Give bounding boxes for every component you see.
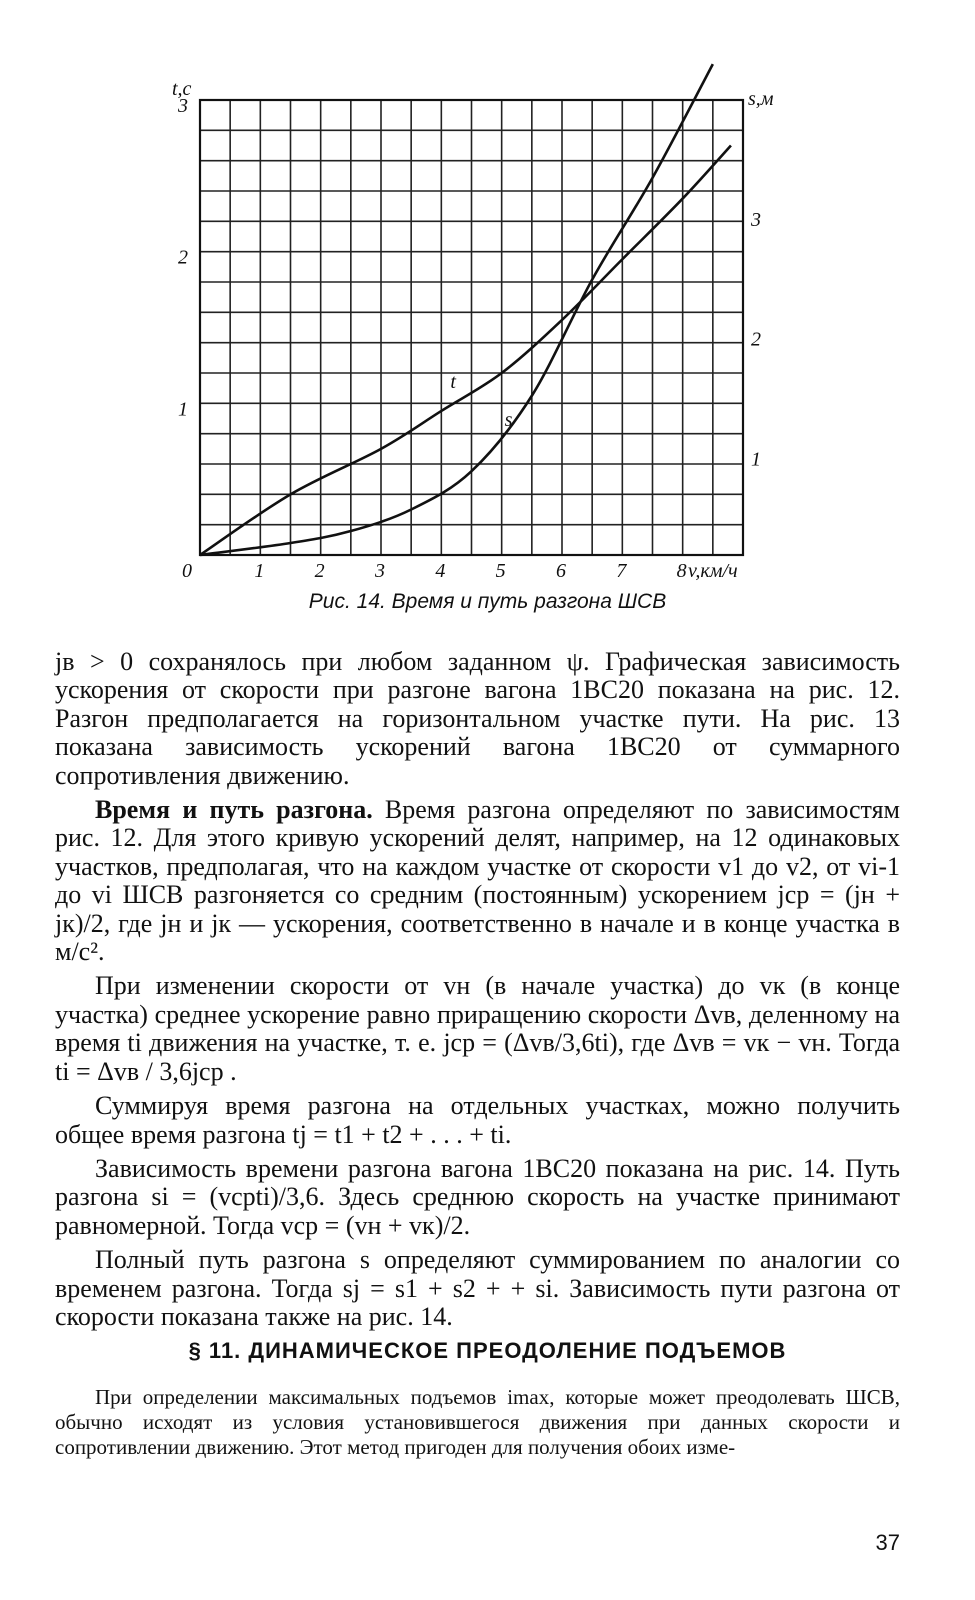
x-tick-label: 3 bbox=[375, 560, 385, 582]
section-text bbox=[55, 1385, 900, 1460]
y-right-tick-label: 1 bbox=[751, 448, 761, 471]
page-number: 37 bbox=[875, 1530, 900, 1555]
section-heading: § 11. ДИНАМИЧЕСКОЕ ПРЕОДОЛЕНИЕ ПОДЪЕМОВ bbox=[188, 1338, 787, 1363]
y-axis-label-left: t,c bbox=[172, 78, 192, 100]
x-tick-label: 1 bbox=[254, 560, 265, 582]
paragraph-5: Зависимость времени разгона вагона 1ВС20 показана на рис. 14. Путь разгона si = (vсрti)/3,6. Здесь среднюю скорость на участке принимают равномерной. Тогда vср = (vн + vк)/2. bbox=[55, 1153, 900, 1240]
paragraph-2-body: Время разгона определяют по зависимостям рис. 12. Для этого кривую ускорений делят, например, на 12 одинаковых участков, предполагая, что на каждом участке от скорости v1 до v2, от vi-1 до vi ШСВ разгоняется со средним (постоянным) ускорением jср = (jн + jк)/2, где jн и jк — ускорения, соответственно в начале и в конце участка в м/с². bbox=[55, 795, 900, 967]
x-tick-label: 0 bbox=[182, 560, 192, 582]
paragraph-2 bbox=[55, 796, 900, 966]
series-line-s bbox=[200, 64, 713, 555]
figure-caption: Рис. 14. Время и путь разгона ШСВ bbox=[308, 590, 667, 613]
x-tick-label: 6 bbox=[556, 560, 566, 582]
paragraph-7: При определении максимальных подъемов imax, которые может преодолевать ШСВ, обычно исходят из условия установившегося движения при данных скорости и сопротивлении движению. Этот метод пригоден для получения обоих изме- bbox=[55, 1385, 900, 1459]
main-text bbox=[55, 648, 900, 1337]
paragraph-6: Полный путь разгона s определяют суммированием по аналогии со временем разгона. Тогда sj = s1 + s2 + + si. Зависимость пути разгона от скорости показана также на рис. 14. bbox=[55, 1245, 900, 1331]
x-tick-label: 5 bbox=[495, 560, 506, 582]
paragraph-2-heading: Время и путь разгона. bbox=[95, 795, 373, 825]
y-left-tick-label: 2 bbox=[178, 246, 188, 269]
y-left-tick-label: 1 bbox=[178, 398, 188, 421]
chart-series bbox=[200, 64, 731, 555]
y-right-tick-label: 2 bbox=[751, 328, 761, 351]
paragraph-3: При изменении скорости от vн (в начале участка) до vк (в конце участка) среднее ускорение равно приращению скорости Δvв, деленному на время ti движения на участке, т. е. jср = (Δvв/3,6ti), где Δvв = vк − vн. Тогда ti = Δvв / 3,6jср . bbox=[55, 971, 900, 1086]
x-tick-label: 2 bbox=[314, 560, 325, 582]
figure-14-chart bbox=[0, 0, 975, 590]
paragraph-1: jв > 0 сохранялось при любом заданном ψ. Графическая зависимость ускорения от скорости при разгоне вагона 1ВС20 показана на рис. 12. Разгон предполагается на горизонтальном участке пути. На рис. 13 показана зависимость ускорений вагона 1ВС20 от суммарного сопротивления движению. bbox=[55, 647, 900, 790]
paragraph-4: Суммируя время разгона на отдельных участках, можно получить общее время разгона tj = t1 + t2 + . . . + ti. bbox=[55, 1091, 900, 1149]
chart-tick-labels bbox=[177, 95, 761, 582]
x-tick-label: 4 bbox=[435, 560, 446, 582]
y-left-tick-label: 3 bbox=[178, 95, 188, 117]
curve-label-t: t bbox=[450, 371, 456, 394]
chart-grid bbox=[200, 100, 743, 555]
y-axis-label-right: s,м bbox=[748, 88, 774, 110]
x-tick-label: 8 bbox=[676, 560, 687, 582]
x-axis-label: v,км/ч bbox=[688, 560, 738, 582]
curve-label-s: s bbox=[504, 409, 513, 432]
x-tick-label: 7 bbox=[616, 560, 627, 582]
y-right-tick-label: 3 bbox=[751, 208, 761, 231]
